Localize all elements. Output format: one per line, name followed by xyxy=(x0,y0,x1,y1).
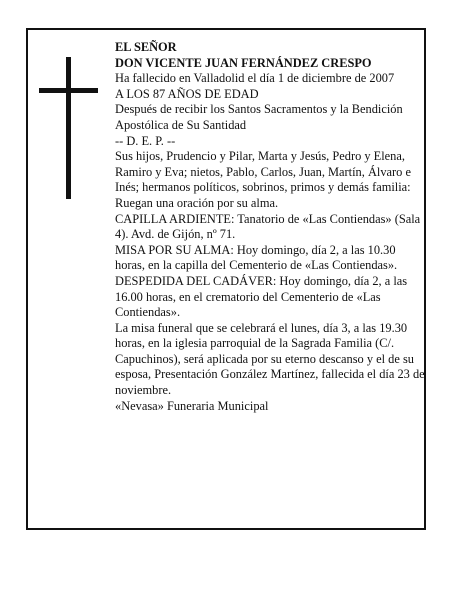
mass-info: MISA POR SU ALMA: Hoy domingo, día 2, a las 10.30 horas, en la capilla del Cementerio de «Las Contiendas». xyxy=(115,242,398,273)
chapel-info: CAPILLA ARDIENTE: Tanatorio de «Las Contiendas» (Sala 4). Avd. de Gijón, nº 71. xyxy=(115,211,421,242)
prayer-request: Ruegan una oración por su alma. xyxy=(115,195,279,210)
dep-line: -- D. E. P. -- xyxy=(115,133,176,148)
obituary-notice xyxy=(26,28,426,530)
farewell-info: DESPEDIDA DEL CADÁVER: Hoy domingo, día 2, a las 16.00 horas, en el crematorio del Cementerio de «Las Contiendas». xyxy=(115,273,408,320)
funeral-home: «Nevasa» Funeraria Municipal xyxy=(115,398,269,413)
sacraments-statement: Después de recibir los Santos Sacramentos y la Bendición Apostólica de Su Santidad xyxy=(115,102,403,132)
cross-horizontal-bar xyxy=(39,88,98,93)
deceased-name: DON VICENTE JUAN FERNÁNDEZ CRESPO xyxy=(115,55,372,70)
notice-text xyxy=(115,40,427,414)
cross-vertical-bar xyxy=(66,57,71,199)
notice-title: EL SEÑOR xyxy=(115,40,177,54)
death-statement: Ha fallecido en Valladolid el día 1 de diciembre de 2007 xyxy=(115,71,395,86)
family-list: Sus hijos, Prudencio y Pilar, Marta y Jesús, Pedro y Elena, Ramiro y Eva; nietos, Pablo, Carlos, Juan, Martín, Álvaro e Inés; hermanos políticos, sobrinos, primos y demás familia: xyxy=(115,149,411,195)
age-statement: A LOS 87 AÑOS DE EDAD xyxy=(115,86,259,101)
funeral-mass-info: La misa funeral que se celebrará el lunes, día 3, a las 19.30 horas, en la iglesia parroquial de la Sagrada Familia (C/. Capuchinos), será aplicada por su eterno descanso y el de su esposa, Presentación González Martínez, fallecida el día 23 de noviembre. xyxy=(115,320,425,398)
